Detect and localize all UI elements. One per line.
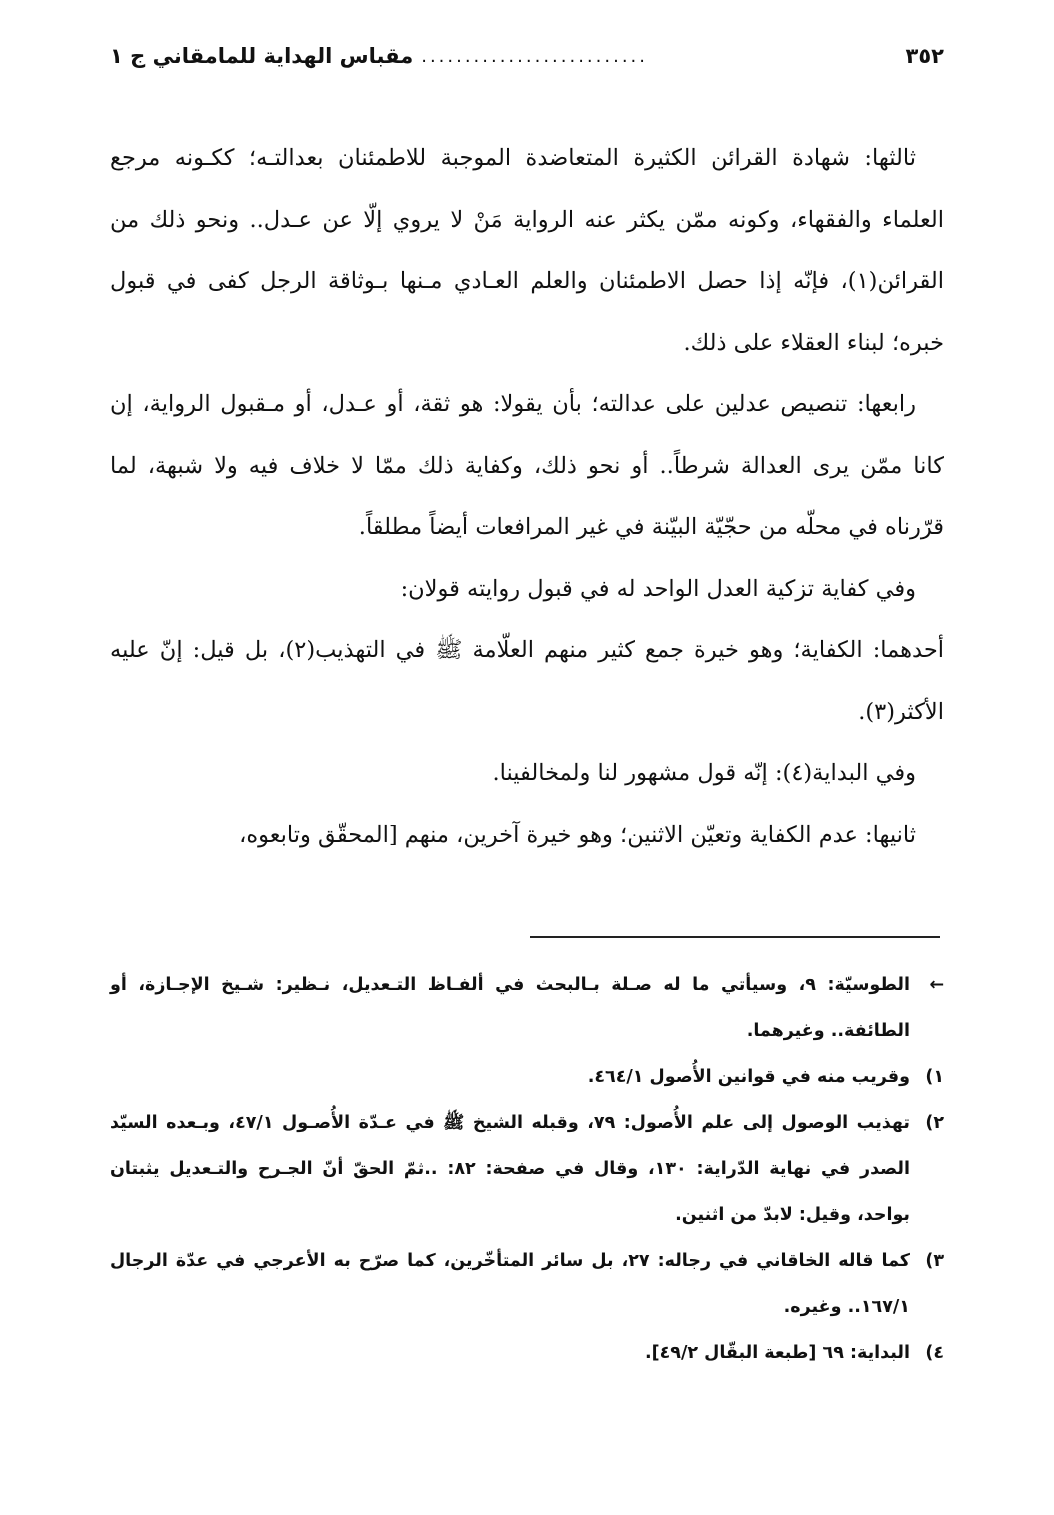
paragraph-third-method: ثالثها: شهادة القرائن الكثيرة المتعاضدة الموجبة للاطمئنان بعدالتـه؛ ككـونه مرجع العلماء والفقهاء، وكونه ممّن يكثر عنه الرواية مَنْ لا يروي إلّا عن عـدل.. ونحو ذلك من القرائن(١)، فإنّه إذا حصل الاطمئنان والعلم العـادي مـنها بـوثاقة الرجل كفى في قبول خبره؛ لبناء العقلاء على ذلك. [110, 145, 944, 356]
running-header [110, 36, 944, 76]
footnote-2 [110, 1100, 944, 1238]
footnote-text: وقريب منه في قوانين الأُصول ٤٦٤/١. [587, 1067, 910, 1087]
footnote-text: كما قاله الخاقاني في رجاله: ٢٧، بل سائر المتأخّرين، كما صرّح به الأعرجي في عدّة الرجال ١٦٧/١.. وغيره. [110, 1251, 910, 1317]
header-title-group [110, 44, 648, 68]
book-title: مقباس الهداية للمامقاني ج ١ [110, 44, 414, 68]
footnote-3 [110, 1238, 944, 1330]
page-number: ٣٥٢ [905, 44, 944, 68]
footnote-text: البداية: ٦٩ [طبعة البقّال ٤٩/٢]. [644, 1343, 910, 1363]
paragraph-fourth-method: رابعها: تنصيص عدلين على عدالته؛ بأن يقولا: هو ثقة، أو عـدل، أو مـقبول الرواية، إن كانا ممّن يرى العدالة شرطاً.. أو نحو ذلك، وكفاية ذلك ممّا لا خلاف فيه ولا شبهة، لما قرّرناه في محلّه من حجّيّة البيّنة في غير المرافعات أيضاً مطلقاً. [110, 391, 944, 540]
continuation-arrow-icon: ← [929, 975, 944, 995]
footnote-number: ٣) [925, 1251, 944, 1271]
footnotes [110, 962, 944, 1376]
footnote-number: ١) [925, 1067, 944, 1087]
footnote-number: ٤) [925, 1343, 944, 1363]
footnote-text: تهذيب الوصول إلى علم الأُصول: ٧٩، وقبله الشيخ ﷺ في عـدّة الأُصـول ٤٧/١، وبـعده السيّد الصدر في نهاية الدّراية: ١٣٠، وقال في صفحة: ٨٢: ..ثمّ الحقّ أنّ الجـرح والتـعديل يثبتان بواحد، وقيل: لابدّ من اثنين. [110, 1113, 910, 1225]
header-dot-leader: .......................... [421, 45, 648, 67]
paragraph-single-witness: وفي كفاية تزكية العدل الواحد له في قبول روايته قولان: [400, 575, 916, 602]
footnote-text: الطوسيّة: ٩، وسيأتي ما له صـلة بـالبحث في ألفـاظ التـعديل، نـظير: شـيخ الإجـازة، أو الطائفة.. وغيرهما. [110, 975, 910, 1041]
paragraph-bidaya-quote: وفي البداية(٤): إنّه قول مشهور لنا ولمخالفينا. [492, 760, 916, 786]
footnote-separator [530, 936, 940, 938]
footnote-4 [110, 1330, 944, 1376]
footnote-1 [110, 1054, 944, 1100]
main-text [110, 128, 944, 866]
paragraph-first-opinion: أحدهما: الكفاية؛ وهو خيرة جمع كثير منهم العلّامة ﷺ في التهذيب(٢)، بل قيل: إنّ عليه الأكثر(٣). [110, 637, 944, 725]
paragraph-second-opinion: ثانيها: عدم الكفاية وتعيّن الاثنين؛ وهو خيرة آخرين، منهم [المحقّق وتابعوه، [239, 821, 916, 848]
footnote-continued [110, 962, 944, 1054]
footnote-number: ٢) [925, 1113, 944, 1133]
